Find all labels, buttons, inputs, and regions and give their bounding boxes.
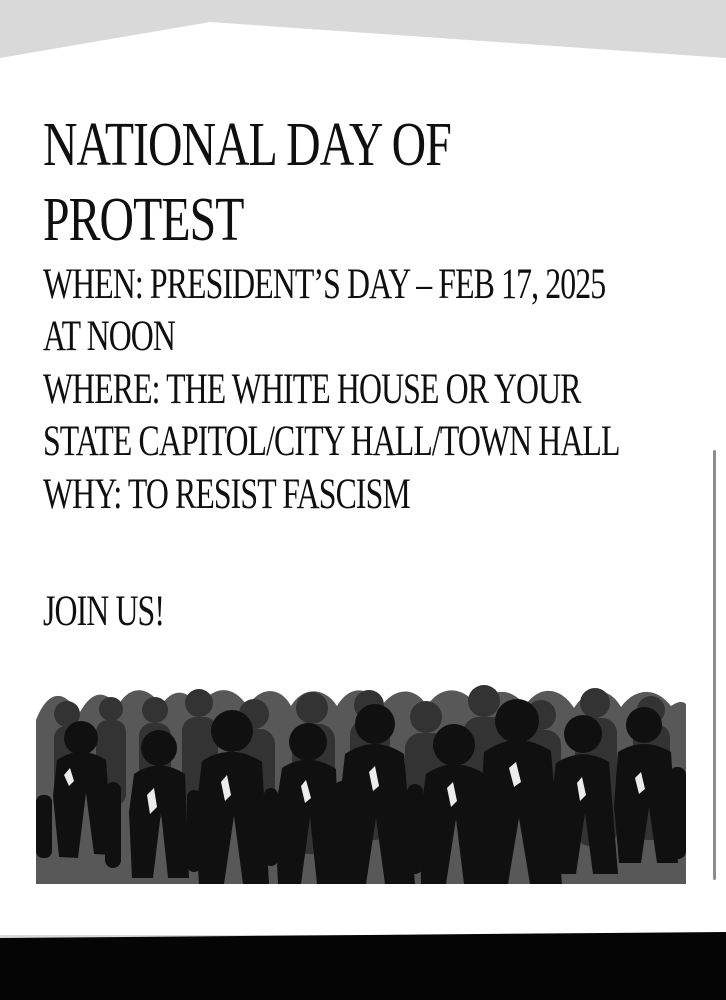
- join-us-call-to-action: JOIN US!: [43, 588, 165, 635]
- flyer-title-line-2: PROTEST: [43, 186, 244, 254]
- vertical-scrollbar[interactable]: [713, 450, 716, 880]
- flyer-title-line-1: NATIONAL DAY OF: [43, 111, 451, 179]
- bottom-black-band: [0, 932, 726, 1000]
- where-line-2: STATE CAPITOL/CITY HALL/TOWN HALL: [43, 418, 620, 465]
- why-line: WHY: TO RESIST FASCISM: [43, 471, 410, 518]
- where-line-1: WHERE: THE WHITE HOUSE OR YOUR: [43, 366, 581, 413]
- when-line-1: WHEN: PRESIDENT’S DAY – FEB 17, 2025: [43, 261, 606, 308]
- flyer-text-block: [43, 108, 683, 521]
- crowd-silhouette-illustration: [36, 656, 686, 884]
- when-line-2: AT NOON: [43, 313, 175, 360]
